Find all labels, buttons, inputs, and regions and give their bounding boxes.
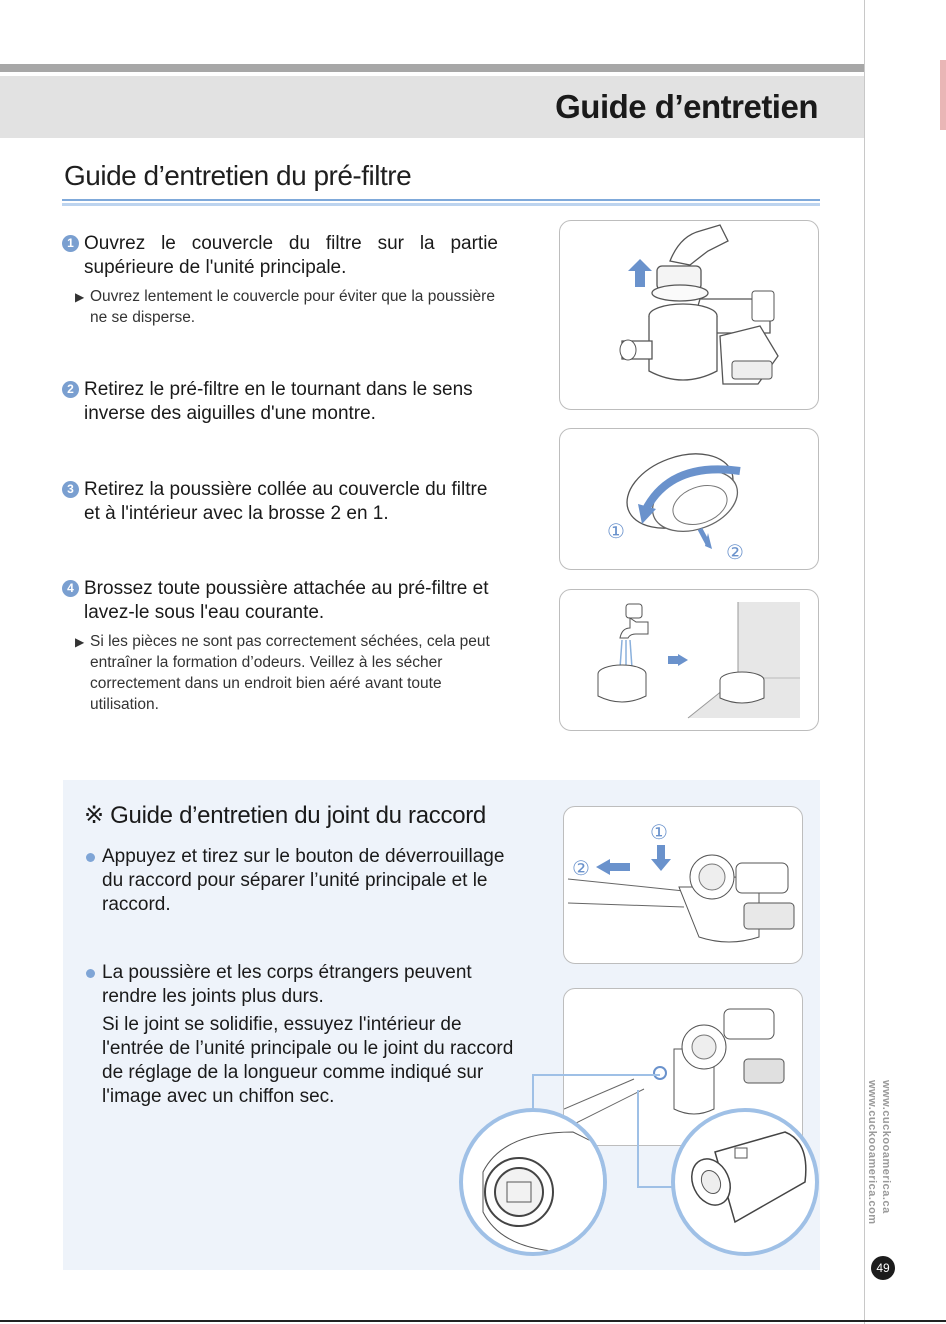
step-subnote-text: Si les pièces ne sont pas correctement séchées, cela peut entraîner la formation d’odeurs. Veillez à les sécher correctement dans un endroit bien aéré avant toute utilisation. <box>90 633 490 713</box>
triangle-bullet-icon: ▶ <box>75 290 85 304</box>
faucet-icon <box>626 604 642 618</box>
wash-and-dry-drawing <box>560 590 818 730</box>
callout-line <box>532 1074 660 1076</box>
step-text: Retirez la poussière collée au couvercle du filtre et à l'intérieur avec la brosse 2 en 1. <box>84 479 488 524</box>
inlet-closeup-drawing <box>463 1112 603 1252</box>
step-subnote <box>75 286 498 328</box>
step-1 <box>62 232 498 328</box>
triangle-bullet-icon: ▶ <box>75 635 85 649</box>
side-url-com: www.cuckooamerica.com <box>866 1080 878 1225</box>
prefilter-rotation-drawing <box>560 429 818 569</box>
note-bullet-text: Appuyez et tirez sur le bouton de déverrouillage du raccord pour séparer l’unité principale et le raccord. <box>102 846 505 915</box>
step-subnote <box>75 631 498 715</box>
illustration-separate-joint <box>563 806 803 964</box>
step-4 <box>62 577 498 715</box>
joint-seal-closeup-drawing <box>675 1112 815 1252</box>
side-url-ca: www.cuckooamerica.ca <box>880 1080 892 1214</box>
corner-mark <box>940 60 946 130</box>
step-text: Brossez toute poussière attachée au pré-filtre et lavez-le sous l'eau courante. <box>84 578 489 623</box>
note-bullet-2 <box>86 961 526 1109</box>
title-rule-light <box>62 203 820 206</box>
vacuum-open-cover-drawing <box>560 221 818 409</box>
page-title: Guide d’entretien <box>555 88 818 125</box>
closeup-circle-left <box>459 1108 607 1256</box>
callout-line <box>532 1074 534 1112</box>
step-text: Retirez le pré-filtre en le tournant dans le sens inverse des aiguilles d'une montre. <box>84 379 473 424</box>
step-text: Ouvrez le couvercle du filtre sur la partie supérieure de l'unité principale. <box>84 233 498 278</box>
header-top-bar <box>0 64 864 72</box>
step-subnote-text: Ouvrez lentement le couvercle pour éviter que la poussière ne se disperse. <box>90 288 495 326</box>
right-arrow-icon <box>678 654 688 666</box>
page-margin-line <box>864 0 865 1324</box>
note-title: ※ Guide d’entretien du joint du raccord <box>84 802 486 829</box>
title-rule <box>62 199 820 201</box>
step-label-two: ② <box>572 856 590 880</box>
note-bullet-1 <box>86 845 526 917</box>
note-bullet-extra: Si le joint se solidifie, essuyez l'intérieur de l'entrée de l’unité principale ou le joint du raccord de réglage de la longueur comme indiqué sur l'image avec un chiffon sec. <box>102 1014 514 1107</box>
left-arrow-icon <box>596 859 610 875</box>
bullet-dot-icon <box>86 969 95 978</box>
illustration-rotate-prefilter <box>559 428 819 570</box>
illustration-open-filter-cover <box>559 220 819 410</box>
bullet-dot-icon <box>86 853 95 862</box>
closeup-circle-right <box>671 1108 819 1256</box>
callout-line <box>637 1186 675 1188</box>
note-bullet-text: La poussière et les corps étrangers peuvent rendre les joints plus durs. <box>102 962 472 1007</box>
step-3 <box>62 478 498 526</box>
step-label-two: ② <box>726 540 744 564</box>
step-label-one: ① <box>607 519 625 543</box>
section-title: Guide d’entretien du pré-filtre <box>64 160 412 191</box>
bottom-rule <box>0 1320 946 1322</box>
callout-line <box>637 1090 639 1186</box>
step-2 <box>62 378 498 426</box>
separate-joint-drawing <box>564 807 802 963</box>
step-label-one: ① <box>650 820 668 844</box>
step-number: 1 <box>62 235 79 252</box>
page-number: 49 <box>871 1256 895 1280</box>
down-arrow-icon <box>651 859 671 871</box>
step-number: 2 <box>62 381 79 398</box>
illustration-wash-dry-filter <box>559 589 819 731</box>
step-number: 4 <box>62 580 79 597</box>
step-number: 3 <box>62 481 79 498</box>
hand-icon <box>670 225 728 265</box>
side-url-block <box>866 1080 906 1250</box>
up-arrow-icon <box>628 259 652 287</box>
